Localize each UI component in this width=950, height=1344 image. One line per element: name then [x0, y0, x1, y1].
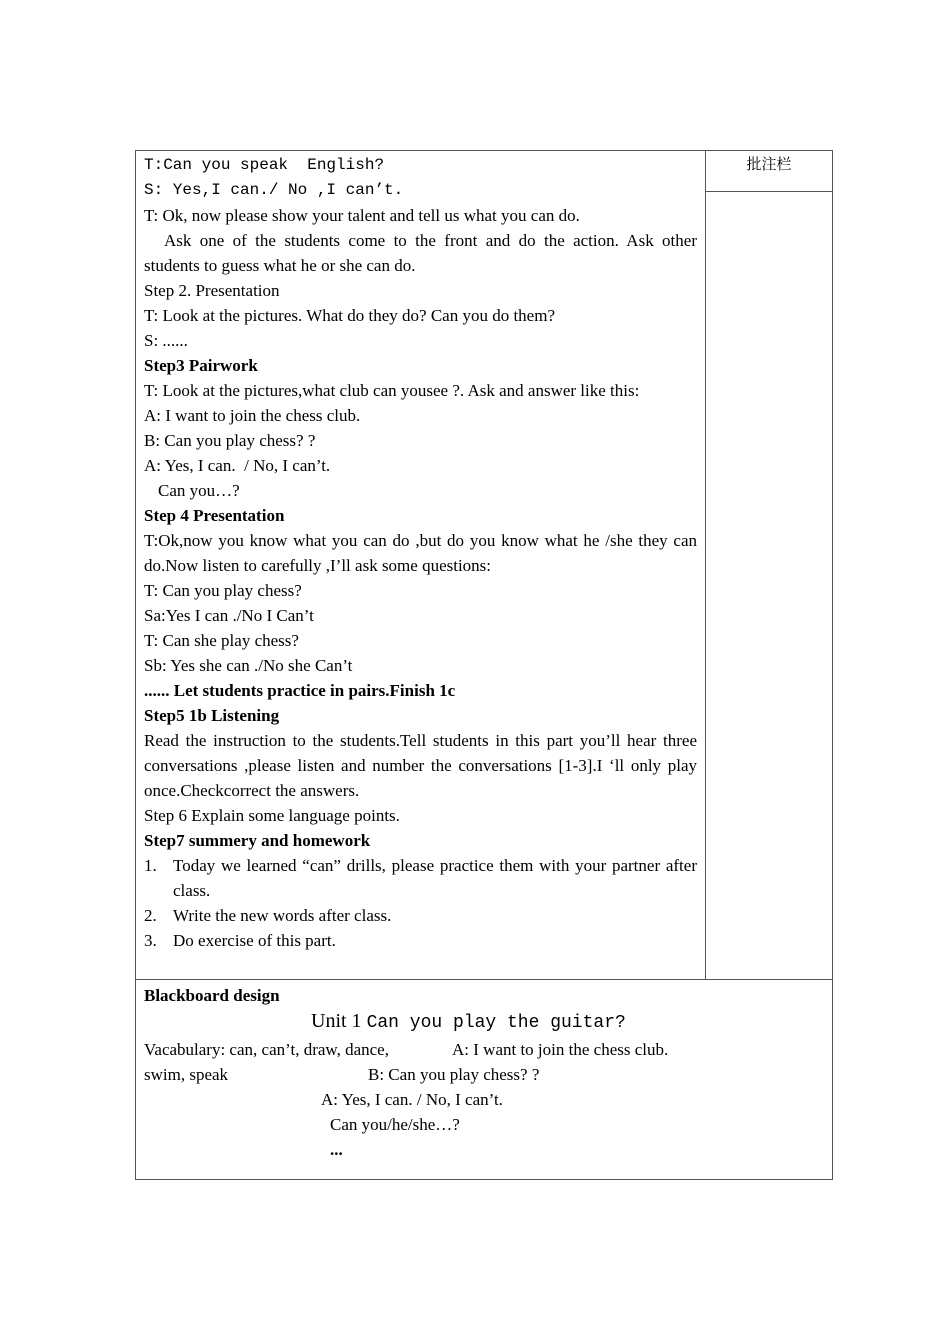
dialog-line: T: Can she play chess?	[144, 631, 299, 650]
list-number: 3.	[144, 931, 157, 950]
step-heading: Step 2. Presentation	[144, 281, 280, 300]
list-number: 1.	[144, 856, 157, 875]
dialog-line: B: Can you play chess? ?	[368, 1065, 540, 1084]
blackboard-heading: Blackboard design	[144, 986, 280, 1005]
homework-item	[144, 853, 697, 903]
blackboard-row	[144, 1137, 824, 1162]
dialog-line: B: Can you play chess? ?	[144, 431, 316, 450]
list-text: Write the new words after class.	[173, 906, 392, 925]
annotation-header-cell	[706, 151, 833, 192]
dialog-line: A: Yes, I can. / No, I can’t.	[321, 1090, 503, 1109]
blackboard-design-cell	[136, 980, 833, 1180]
blackboard-title	[311, 1008, 824, 1037]
dialog-line: S: Yes,I can./ No ,I can’t.	[144, 181, 404, 199]
dialog-line: Sa:Yes I can ./No I Can’t	[144, 606, 314, 625]
vocabulary-line: swim, speak	[144, 1065, 229, 1084]
step-heading: Step 6 Explain some language points.	[144, 806, 400, 825]
lesson-plan-table	[135, 150, 833, 1180]
unit-label: Unit 1	[311, 1010, 362, 1032]
dialog-line: Sb: Yes she can ./No she Can’t	[144, 656, 353, 675]
lesson-steps-cell	[136, 151, 706, 980]
list-text: Do exercise of this part.	[173, 931, 336, 950]
instruction-paragraph: T:Ok,now you know what you can do ,but do you know what he /she they can do.Now listen to carefully ,I’ll ask some questions:	[144, 531, 702, 575]
dialog-line: A: Yes, I can. / No, I can’t.	[144, 456, 331, 475]
step-heading: Step7 summery and homework	[144, 831, 371, 850]
blackboard-row	[144, 1037, 824, 1062]
list-number: 2.	[144, 906, 157, 925]
step-heading: Step5 1b Listening	[144, 706, 280, 725]
dialog-line: Can you/he/she…?	[330, 1115, 460, 1134]
instruction-paragraph: Ask one of the students come to the front and do the action. Ask other students to guess what he or she can do.	[144, 231, 702, 275]
annotation-cell	[706, 192, 833, 980]
homework-list	[144, 853, 697, 953]
cell-padding	[144, 953, 697, 979]
unit-question: Can you play the guitar?	[366, 1013, 626, 1033]
dialog-line: T:Can you speak English?	[144, 156, 385, 174]
blackboard-row	[144, 1062, 824, 1087]
step-heading: Step 4 Presentation	[144, 506, 285, 525]
instruction-paragraph: T: Look at the pictures,what club can yousee ?. Ask and answer like this:	[144, 381, 640, 400]
annotation-column-label: 批注栏	[746, 155, 792, 173]
list-text: Today we learned “can” drills, please practice them with your partner after class.	[173, 856, 697, 900]
instruction-paragraph: Read the instruction to the students.Tell students in this part you’ll hear three conversations ,please listen and number the conversations [1-3].I ‘ll only play once.Checkcorrect the answers.	[144, 731, 702, 800]
step-heading: Step3 Pairwork	[144, 356, 258, 375]
dialog-line: A: I want to join the chess club.	[452, 1040, 669, 1059]
ellipsis: ...	[330, 1140, 343, 1159]
blackboard-row	[144, 1087, 824, 1112]
dialog-line: T: Look at the pictures. What do they do? Can you do them?	[144, 306, 555, 325]
dialog-line: A: I want to join the chess club.	[144, 406, 361, 425]
vocabulary-line: Vacabulary: can, can’t, draw, dance,	[144, 1040, 389, 1059]
instruction-line: T: Ok, now please show your talent and tell us what you can do.	[144, 206, 580, 225]
dialog-line: Can you…?	[158, 481, 240, 500]
homework-item	[144, 903, 697, 928]
dialog-line: T: Can you play chess?	[144, 581, 302, 600]
practice-note: ...... Let students practice in pairs.Finish 1c	[144, 681, 456, 700]
dialog-line: S: ......	[144, 331, 188, 350]
homework-item	[144, 928, 697, 953]
blackboard-row	[144, 1112, 824, 1137]
